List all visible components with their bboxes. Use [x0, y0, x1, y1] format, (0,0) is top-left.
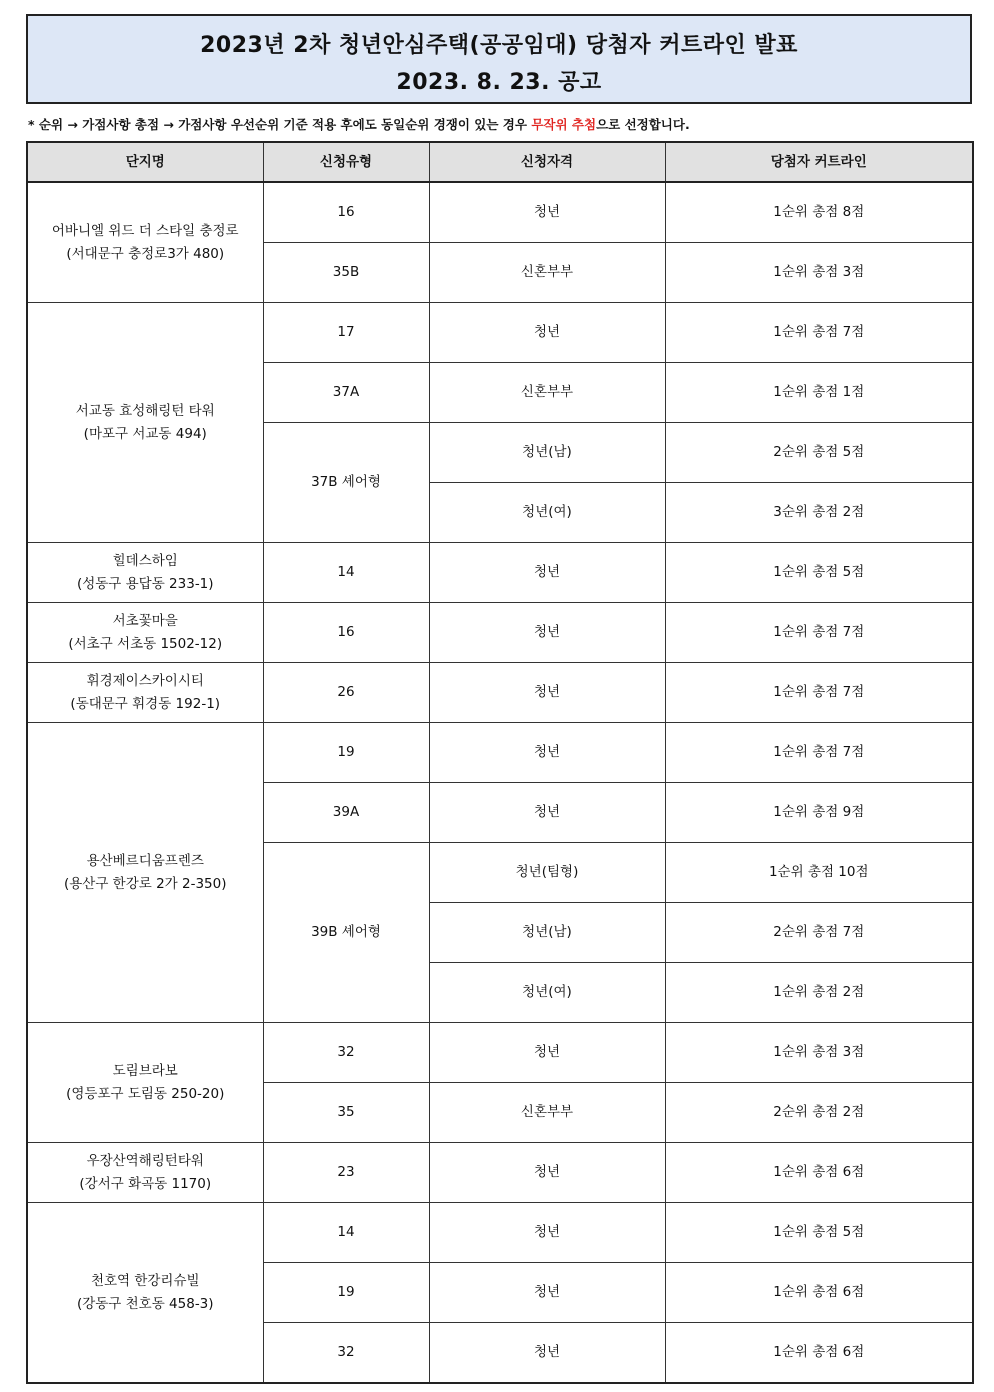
cutoff-cell: 1순위 총점 6점: [665, 1263, 973, 1323]
qualification-cell: 청년: [429, 663, 665, 723]
complex-name: 서초꽃마을: [112, 612, 178, 629]
complex-cell: [27, 182, 263, 303]
cutoff-cell: 1순위 총점 3점: [665, 243, 973, 303]
complex-cell: [27, 723, 263, 1023]
application-type-cell: 39B 셰어형: [263, 843, 429, 1023]
complex-cell: [27, 1023, 263, 1143]
qualification-cell: 청년(남): [429, 903, 665, 963]
qualification-cell: 청년: [429, 783, 665, 843]
column-header-cutoff: 당첨자 커트라인: [665, 142, 973, 182]
complex-address: (영등포구 도림동 250-20): [66, 1085, 225, 1102]
application-type-cell: 16: [263, 182, 429, 243]
qualification-cell: 청년: [429, 303, 665, 363]
application-type-cell: 39A: [263, 783, 429, 843]
cutoff-cell: 1순위 총점 7점: [665, 723, 973, 783]
cutoff-cell: 1순위 총점 6점: [665, 1143, 973, 1203]
application-type-cell: 35: [263, 1083, 429, 1143]
cutoff-cell: 1순위 총점 2점: [665, 963, 973, 1023]
qualification-cell: 신혼부부: [429, 243, 665, 303]
complex-name: 어바니엘 위드 더 스타일 충정로: [51, 222, 239, 239]
qualification-cell: 청년: [429, 543, 665, 603]
announcement-date: 2023. 8. 23. 공고: [396, 70, 602, 95]
table-row: [27, 663, 973, 723]
complex-address: (용산구 한강로 2가 2-350): [63, 875, 227, 892]
qualification-cell: 신혼부부: [429, 363, 665, 423]
complex-name: 천호역 한강리슈빌: [90, 1272, 200, 1289]
application-type-cell: 17: [263, 303, 429, 363]
cutoff-cell: 1순위 총점 5점: [665, 1203, 973, 1263]
table-header-row: [27, 142, 973, 182]
application-type-cell: 32: [263, 1023, 429, 1083]
page-title: 2023년 2차 청년안심주택(공공임대) 당첨자 커트라인 발표: [200, 33, 798, 58]
note-prefix: * 순위 → 가점사항 총점 → 가점사항 우선순위 기준 적용 후에도 동일순위 경쟁이 있는 경우: [28, 117, 532, 132]
cutoff-cell: 2순위 총점 5점: [665, 423, 973, 483]
note-highlight: 무작위 추첨: [531, 117, 597, 132]
column-header-type: 신청유형: [263, 142, 429, 182]
cutoff-cell: 1순위 총점 1점: [665, 363, 973, 423]
cutoff-cell: 1순위 총점 7점: [665, 663, 973, 723]
table-body: [27, 182, 973, 1383]
selection-note: [28, 115, 690, 133]
table-row: [27, 1203, 973, 1263]
complex-name: 서교동 효성해링턴 타워: [75, 402, 215, 419]
complex-cell: [27, 1203, 263, 1384]
table-row: [27, 182, 973, 243]
table-row: [27, 603, 973, 663]
title-box: [26, 14, 972, 104]
application-type-cell: 35B: [263, 243, 429, 303]
column-header-qualification: 신청자격: [429, 142, 665, 182]
qualification-cell: 청년(팀형): [429, 843, 665, 903]
table-row: [27, 723, 973, 783]
application-type-cell: 32: [263, 1323, 429, 1384]
qualification-cell: 청년: [429, 723, 665, 783]
cutoff-cell: 1순위 총점 10점: [665, 843, 973, 903]
cutoff-cell: 1순위 총점 7점: [665, 303, 973, 363]
application-type-cell: 37A: [263, 363, 429, 423]
application-type-cell: 19: [263, 1263, 429, 1323]
complex-address: (강동구 천호동 458-3): [76, 1295, 214, 1312]
cutoff-cell: 1순위 총점 5점: [665, 543, 973, 603]
qualification-cell: 청년: [429, 1263, 665, 1323]
application-type-cell: 19: [263, 723, 429, 783]
qualification-cell: 청년: [429, 1143, 665, 1203]
qualification-cell: 청년(남): [429, 423, 665, 483]
complex-address: (동대문구 휘경동 192-1): [70, 695, 221, 712]
complex-address: (강서구 화곡동 1170): [79, 1175, 212, 1192]
application-type-cell: 37B 셰어형: [263, 423, 429, 543]
complex-cell: [27, 663, 263, 723]
table-row: [27, 303, 973, 363]
qualification-cell: 청년: [429, 1023, 665, 1083]
table-row: [27, 543, 973, 603]
complex-name: 휘경제이스카이시티: [86, 672, 204, 689]
complex-name: 도림브라보: [112, 1062, 178, 1079]
cutoff-table: [26, 141, 974, 1384]
table-row: [27, 1143, 973, 1203]
complex-address: (서대문구 충정로3가 480): [66, 245, 225, 262]
qualification-cell: 청년: [429, 1203, 665, 1263]
complex-name: 힐데스하임: [112, 552, 178, 569]
complex-name: 우장산역해링턴타워: [86, 1152, 204, 1169]
qualification-cell: 청년: [429, 182, 665, 243]
complex-address: (서초구 서초동 1502-12): [68, 635, 223, 652]
qualification-cell: 청년(여): [429, 483, 665, 543]
qualification-cell: 청년: [429, 603, 665, 663]
cutoff-cell: 1순위 총점 3점: [665, 1023, 973, 1083]
application-type-cell: 14: [263, 543, 429, 603]
complex-cell: [27, 303, 263, 543]
application-type-cell: 23: [263, 1143, 429, 1203]
note-suffix: 으로 선정합니다.: [596, 117, 690, 132]
column-header-complex: 단지명: [27, 142, 263, 182]
cutoff-cell: 2순위 총점 7점: [665, 903, 973, 963]
qualification-cell: 신혼부부: [429, 1083, 665, 1143]
qualification-cell: 청년: [429, 1323, 665, 1384]
cutoff-cell: 3순위 총점 2점: [665, 483, 973, 543]
complex-address: (성동구 용답동 233-1): [76, 575, 214, 592]
cutoff-cell: 1순위 총점 7점: [665, 603, 973, 663]
application-type-cell: 14: [263, 1203, 429, 1263]
qualification-cell: 청년(여): [429, 963, 665, 1023]
complex-address: (마포구 서교동 494): [83, 425, 207, 442]
table-row: [27, 1023, 973, 1083]
complex-name: 용산베르디움프렌즈: [86, 852, 204, 869]
complex-cell: [27, 1143, 263, 1203]
complex-cell: [27, 543, 263, 603]
application-type-cell: 26: [263, 663, 429, 723]
cutoff-cell: 1순위 총점 8점: [665, 182, 973, 243]
complex-cell: [27, 603, 263, 663]
cutoff-cell: 2순위 총점 2점: [665, 1083, 973, 1143]
application-type-cell: 16: [263, 603, 429, 663]
cutoff-cell: 1순위 총점 9점: [665, 783, 973, 843]
cutoff-cell: 1순위 총점 6점: [665, 1323, 973, 1384]
